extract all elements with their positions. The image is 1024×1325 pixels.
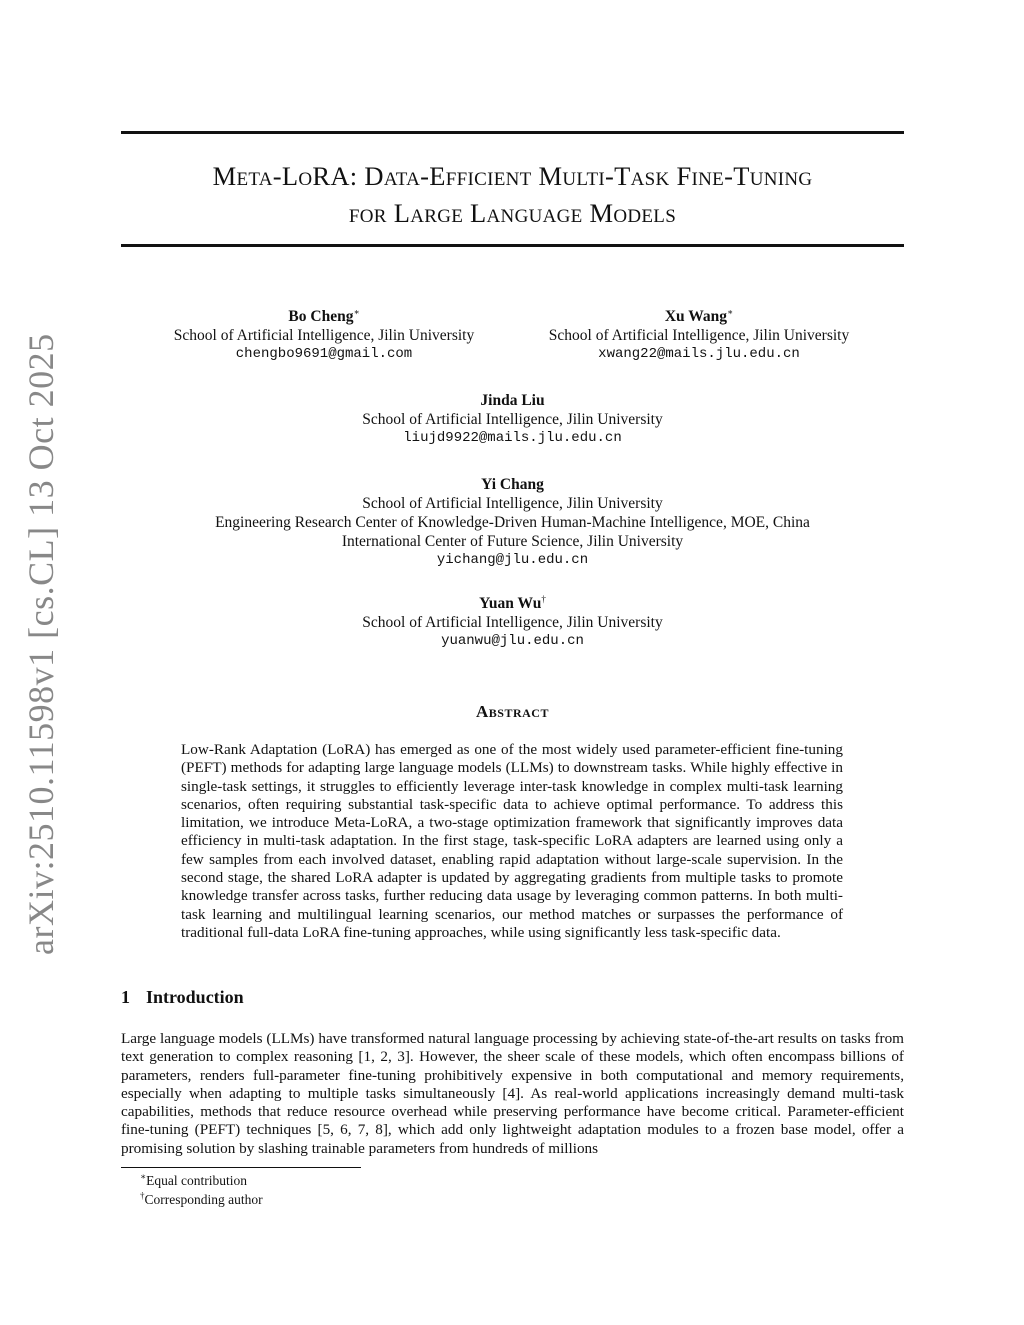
- author-affiliation: School of Artificial Intelligence, Jilin University: [362, 411, 663, 428]
- author-name: Yuan Wu†: [479, 593, 546, 612]
- author-block-2: [500, 307, 898, 364]
- author-name: Jinda Liu: [480, 392, 545, 409]
- author-block-4: [121, 475, 904, 570]
- paper-title: [121, 158, 904, 232]
- author-name: Xu Wang∗: [664, 306, 734, 325]
- footnote-1: ∗Equal contribution: [140, 1171, 247, 1188]
- title-line-1: Meta-LoRA: Data-Efficient Multi-Task Fine-Tuning: [212, 161, 813, 191]
- author-affiliation: School of Artificial Intelligence, Jilin University: [362, 614, 663, 631]
- title-rule-bottom: [121, 244, 904, 247]
- section-title: Introduction: [146, 987, 244, 1007]
- section-number: 1: [121, 987, 130, 1007]
- abstract-text: Low-Rank Adaptation (LoRA) has emerged as one of the most widely used parameter-efficient fine-tuning (PEFT) methods for adapting large language models (LLMs) to downstream tasks. While highly effective in single-task settings, it struggles to efficiently leverage inter-task knowledge in complex multi-task learning scenarios, often requiring substantial task-specific data to achieve optimal performance. To address this limitation, we introduce Meta-LoRA, a two-stage optimization framework that significantly improves data efficiency in multi-task adaptation. In the first stage, task-specific LoRA adapters are learned using only a few samples from each involved dataset, enabling rapid adaptation without large-scale supervision. In the second stage, the shared LoRA adapter is updated by aggregating gradients from multiple tasks to promote knowledge transfer across tasks, further reducing data usage by leveraging common patterns. In both multi-task learning and multilingual learning scenarios, our method matches or surpasses the performance of traditional full-data LoRA fine-tuning approaches, while using significantly less task-specific data.: [181, 741, 843, 941]
- arxiv-stamp: arXiv:2510.11598v1 [cs.CL] 13 Oct 2025: [21, 333, 61, 955]
- title-line-2: for Large Language Models: [348, 198, 677, 228]
- author-block-3: [121, 391, 904, 448]
- author-email[interactable]: chengbo9691@gmail.com: [235, 346, 413, 362]
- author-email[interactable]: xwang22@mails.jlu.edu.cn: [598, 346, 800, 362]
- author-block-5: [121, 594, 904, 651]
- section-heading: [121, 987, 244, 1008]
- title-rule-top: [121, 131, 904, 134]
- author-email[interactable]: liujd9922@mails.jlu.edu.cn: [403, 430, 622, 446]
- author-name: Bo Cheng∗: [288, 306, 360, 325]
- author-email[interactable]: yichang@jlu.edu.cn: [436, 552, 589, 568]
- author-name: Yi Chang: [481, 476, 544, 493]
- author-affiliation: School of Artificial Intelligence, Jilin University: [548, 327, 850, 344]
- footnote-rule: [121, 1167, 361, 1168]
- author-email[interactable]: yuanwu@jlu.edu.cn: [441, 633, 584, 649]
- author-block-1: [121, 307, 527, 364]
- author-affiliation: International Center of Future Science, Jilin University: [341, 533, 684, 550]
- author-affiliation: School of Artificial Intelligence, Jilin University: [362, 495, 663, 512]
- author-affiliation: School of Artificial Intelligence, Jilin University: [173, 327, 475, 344]
- abstract-heading: Abstract: [476, 702, 549, 721]
- footnote-2: †Corresponding author: [140, 1190, 263, 1207]
- author-affiliation: Engineering Research Center of Knowledge-Driven Human-Machine Intelligence, MOE, China: [215, 514, 810, 531]
- intro-paragraph: Large language models (LLMs) have transformed natural language processing by achieving state-of-the-art results on tasks from text generation to complex reasoning [1, 2, 3]. However, the sheer scale of these models, which often encompass billions of parameters, renders full-parameter fine-tuning prohibitively expensive in both computational and memory requirements, especially when adapting to multiple tasks simultaneously [4]. As real-world applications increasingly demand multi-task capabilities, methods that reduce resource overhead while preserving performance have become critical. Parameter-efficient fine-tuning (PEFT) techniques [5, 6, 7, 8], which add only lightweight adaptation modules to a frozen base model, offer a promising solution by slashing trainable parameters from hundreds of millions: [121, 1030, 904, 1157]
